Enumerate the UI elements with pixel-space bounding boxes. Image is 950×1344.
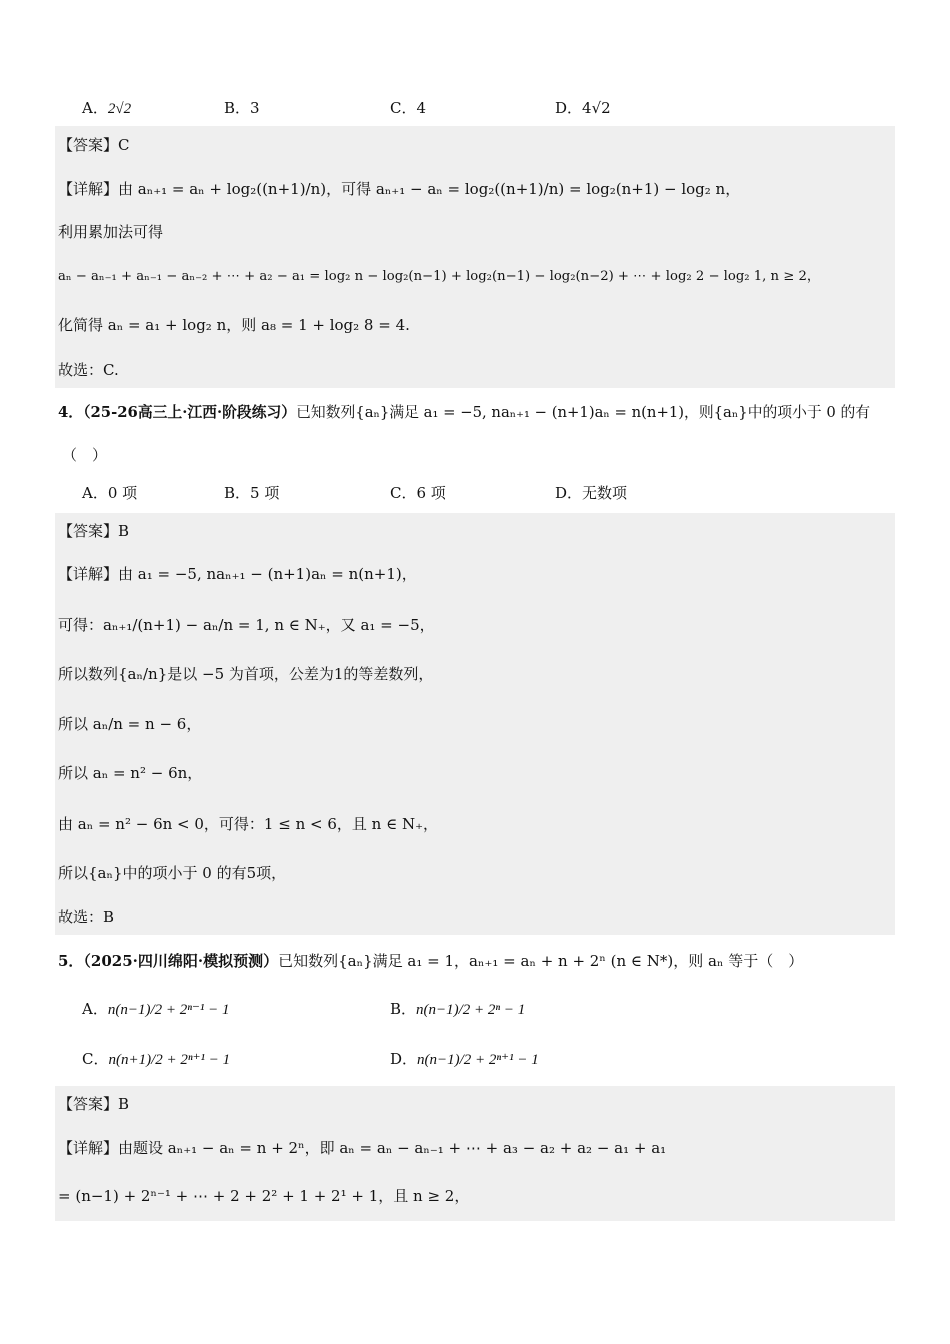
q3-line-5: 故选：C.	[58, 361, 119, 379]
q4-answer: 【答案】B	[58, 522, 130, 540]
q4-line-4: 所以 aₙ/n = n − 6，	[58, 715, 202, 733]
q5-option-d: D．n(n−1)/2 + 2ⁿ⁺¹ − 1	[390, 1050, 539, 1068]
q5-line-2: = (n−1) + 2ⁿ⁻¹ + ⋯ + 2 + 2² + 1 + 2¹ + 1，且 n ≥ 2，	[58, 1187, 470, 1205]
q5-option-b: B．n(n−1)/2 + 2ⁿ − 1	[390, 1000, 526, 1018]
q4-stem: 4．（25-26高三上·江西·阶段练习）已知数列{aₙ}满足 a₁ = −5, naₙ₊₁ − (n+1)aₙ = n(n+1)，则{aₙ}中的项小于 0 的有	[58, 404, 871, 421]
q4-paren: （ ）	[62, 446, 108, 464]
q4-line-8: 故选：B	[58, 908, 115, 926]
q3-option-a: A．2√2	[82, 99, 132, 117]
q4-line-3: 所以数列{aₙ/n}是以 −5 为首项，公差为1的等差数列，	[58, 665, 434, 683]
q4-line-1: 【详解】由 a₁ = −5, naₙ₊₁ − (n+1)aₙ = n(n+1)，	[58, 565, 417, 583]
q4-option-d: D．无数项	[555, 484, 628, 502]
q3-line-1: 【详解】由 aₙ₊₁ = aₙ + log₂((n+1)/n)，可得 aₙ₊₁ − aₙ = log₂((n+1)/n) = log₂(n+1) − log₂ n，	[58, 180, 741, 198]
q4-line-6: 由 aₙ = n² − 6n < 0，可得：1 ≤ n < 6，且 n ∈ N₊，	[58, 815, 439, 833]
q4-option-c: C．6 项	[390, 484, 446, 502]
q3-line-3: aₙ − aₙ₋₁ + aₙ₋₁ − aₙ₋₂ + ⋯ + a₂ − a₁ = log₂ n − log₂(n−1) + log₂(n−1) − log₂(n−2) + ⋯ + log₂ 2 − log₂ 1, n ≥ 2，	[58, 269, 821, 284]
q4-line-7: 所以{aₙ}中的项小于 0 的有5项，	[58, 864, 287, 882]
q5-answer: 【答案】B	[58, 1095, 130, 1113]
q3-option-c: C．4	[390, 99, 427, 117]
q5-stem: 5．（2025·四川绵阳·模拟预测）已知数列{aₙ}满足 a₁ = 1，aₙ₊₁ = aₙ + n + 2ⁿ (n ∈ N*)，则 aₙ 等于（ ）	[58, 952, 804, 970]
q4-option-a: A．0 项	[82, 484, 138, 502]
q4-line-5: 所以 aₙ = n² − 6n，	[58, 764, 203, 782]
q3-answer: 【答案】C	[58, 136, 130, 154]
q4-line-2: 可得：aₙ₊₁/(n+1) − aₙ/n = 1, n ∈ N₊，又 a₁ = −5，	[58, 616, 435, 634]
q3-option-d: D．4√2	[555, 99, 611, 117]
q5-option-c: C．n(n+1)/2 + 2ⁿ⁺¹ − 1	[82, 1050, 231, 1068]
q3-option-b: B．3	[224, 99, 260, 117]
q3-line-2: 利用累加法可得	[58, 223, 164, 241]
q3-solution-block	[55, 126, 895, 388]
q4-option-b: B．5 项	[224, 484, 280, 502]
q5-line-1: 【详解】由题设 aₙ₊₁ − aₙ = n + 2ⁿ，即 aₙ = aₙ − aₙ₋₁ + ⋯ + a₃ − a₂ + a₂ − a₁ + a₁	[58, 1139, 667, 1157]
q3-line-4: 化简得 aₙ = a₁ + log₂ n，则 a₈ = 1 + log₂ 8 = 4.	[58, 316, 410, 334]
q5-option-a: A．n(n−1)/2 + 2ⁿ⁻¹ − 1	[82, 1000, 230, 1018]
